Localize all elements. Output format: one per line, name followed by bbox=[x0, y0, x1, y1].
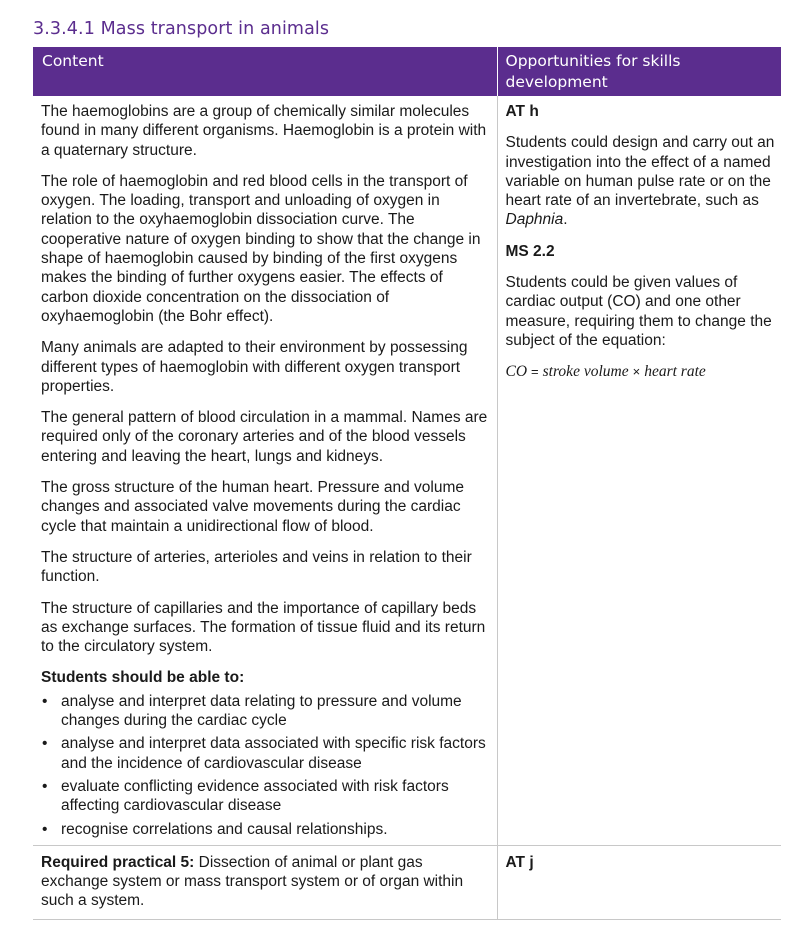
skills-column-header: Opportunities for skills development bbox=[497, 47, 781, 96]
required-practical-label: Required practical 5: bbox=[41, 853, 195, 871]
required-practical-description: Dissection of animal or plant gas exchange system or mass transport system or of organ within such a system. bbox=[41, 853, 464, 910]
able-to-heading: Students should be able to: bbox=[41, 669, 245, 687]
content-column-header: Content bbox=[33, 47, 497, 96]
content-paragraph: The haemoglobins are a group of chemically similar molecules found in many different organisms. Haemoglobin is a protein with a quaternary structure. bbox=[41, 103, 487, 159]
table-row bbox=[33, 845, 781, 919]
content-paragraph: The structure of arteries, arterioles and veins in relation to their function. bbox=[41, 548, 472, 586]
times-sign: × bbox=[632, 364, 641, 380]
at-h-text bbox=[506, 133, 776, 229]
at-h-text-end: . bbox=[563, 211, 568, 229]
at-j-label: AT j bbox=[505, 853, 534, 871]
skills-cell bbox=[497, 96, 781, 845]
equals-sign: = bbox=[531, 364, 539, 380]
list-item-text: evaluate conflicting evidence associated with risk factors affecting cardiovascular disease bbox=[61, 777, 449, 815]
content-paragraph: The structure of capillaries and the importance of capillary beds as exchange surfaces. The formation of tissue fluid and its return to the circulatory system. bbox=[41, 599, 486, 656]
section-heading: 3.3.4.1 Mass transport in animals bbox=[33, 19, 330, 39]
list-item-text: recognise correlations and causal relationships. bbox=[61, 820, 388, 838]
table-header-row bbox=[33, 47, 781, 96]
list-item-text: analyse and interpret data relating to pressure and volume changes during the cardiac cycle bbox=[61, 692, 462, 730]
able-to-list bbox=[41, 692, 491, 839]
ms-text: Students could be given values of cardiac output (CO) and one other measure, requiring them to change the subject of the equation: bbox=[505, 274, 772, 349]
content-paragraph: The general pattern of blood circulation in a mammal. Names are required only of the coronary arteries and of the blood vessels entering and leaving the heart, lungs and kidneys. bbox=[41, 409, 488, 465]
daphnia-term: Daphnia bbox=[505, 211, 564, 229]
list-item-text: analyse and interpret data associated with specific risk factors and the incidence of cardiovascular disease bbox=[61, 735, 486, 772]
ms-label: MS 2.2 bbox=[505, 242, 555, 260]
content-paragraph: Many animals are adapted to their environment by possessing different types of haemoglobin with different oxygen transport properties. bbox=[41, 339, 468, 395]
content-paragraph: The role of haemoglobin and red blood cells in the transport of oxygen. The loading, transport and unloading of oxygen in relation to the oxyhaemoglobin dissociation curve. The cooperative nature of oxygen binding to show that the change in shape of haemoglobin caused by binding of the first oxygens makes the binding of further oxygens easier. The effects of carbon dioxide concentration on the dissociation of oxyhaemoglobin (the Bohr effect). bbox=[41, 172, 481, 325]
content-cell bbox=[33, 845, 497, 919]
equation-lhs: CO bbox=[505, 363, 528, 381]
specification-table bbox=[33, 47, 781, 920]
list-item bbox=[41, 777, 491, 816]
required-practical-text bbox=[41, 853, 491, 911]
at-h-text-part: Students could design and carry out an investigation into the effect of a named variable on human pulse rate or on the heart rate of an invertebrate, such as bbox=[505, 134, 775, 210]
bullet-icon: • bbox=[42, 692, 48, 710]
bullet-icon: • bbox=[42, 820, 48, 838]
equation-term: stroke volume bbox=[542, 363, 629, 381]
cardiac-output-equation bbox=[506, 362, 776, 381]
list-item bbox=[41, 692, 491, 731]
content-paragraph: The gross structure of the human heart. Pressure and volume changes and associated valve movements during the cardiac cycle that maintain a unidirectional flow of blood. bbox=[41, 479, 465, 535]
bullet-icon: • bbox=[42, 777, 48, 795]
table-row bbox=[33, 96, 781, 845]
equation-term: heart rate bbox=[644, 363, 706, 381]
skills-cell bbox=[497, 845, 781, 919]
content-cell bbox=[33, 96, 497, 845]
list-item bbox=[41, 734, 491, 773]
bullet-icon: • bbox=[42, 735, 48, 753]
list-item bbox=[41, 820, 491, 839]
at-h-label: AT h bbox=[505, 103, 539, 120]
